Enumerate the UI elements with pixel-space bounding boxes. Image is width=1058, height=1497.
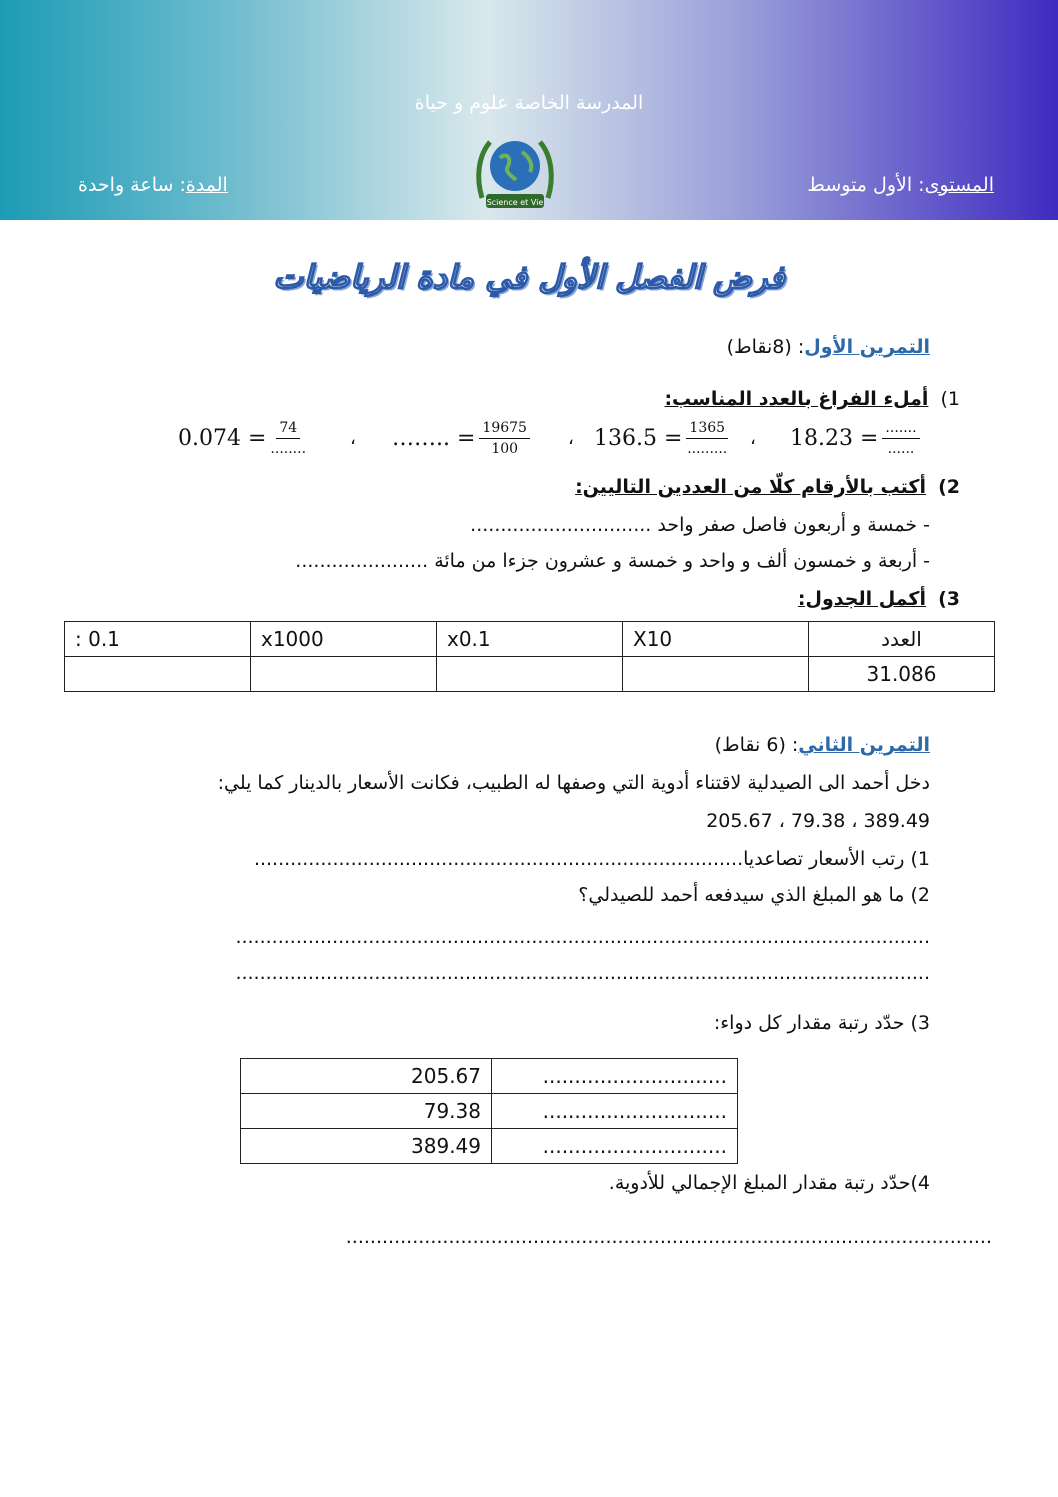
fraction-a-num: 74 bbox=[276, 420, 300, 439]
fraction-d-num[interactable]: ....... bbox=[882, 420, 919, 439]
answer-line-1[interactable]: ................................................................................................................... bbox=[235, 926, 930, 948]
table-cell: x0.1 bbox=[437, 622, 623, 657]
ex2-q2: 2) ما هو المبلغ الذي سيدفعه أحمد للصيدلي؟ bbox=[578, 884, 930, 906]
fraction-a bbox=[178, 420, 310, 457]
q2-number: 2) bbox=[938, 476, 960, 498]
level-label: المستوى bbox=[924, 174, 994, 196]
school-name: المدرسة الخاصة علوم و حياة bbox=[414, 92, 644, 114]
table-row bbox=[241, 1129, 738, 1164]
ex1-title: التمرين الأول bbox=[804, 336, 930, 358]
fraction-b bbox=[392, 420, 534, 457]
header-banner bbox=[0, 0, 1058, 220]
price-cell: 205.67 bbox=[241, 1059, 492, 1094]
laurel-right-icon bbox=[540, 142, 551, 198]
order-blank[interactable]: ............................. bbox=[492, 1059, 738, 1094]
answer-line-2[interactable]: ................................................................................................................... bbox=[235, 962, 930, 984]
q2-item-b[interactable]: - أربعة و خمسون ألف و واحد و خمسة و عشرون جزءا من مائة ...................... bbox=[295, 550, 930, 572]
fraction-a-lhs: 0.074 = bbox=[178, 426, 267, 451]
price-cell: 389.49 bbox=[241, 1129, 492, 1164]
fraction-c-den[interactable]: ......... bbox=[687, 441, 728, 457]
table-cell-blank[interactable] bbox=[437, 657, 623, 692]
duration-info bbox=[78, 174, 228, 196]
level-info bbox=[807, 174, 994, 196]
table-cell: 31.086 bbox=[809, 657, 995, 692]
fraction-c bbox=[594, 420, 732, 457]
order-blank[interactable]: ............................. bbox=[492, 1129, 738, 1164]
table-cell: X10 bbox=[623, 622, 809, 657]
table-cell-blank[interactable] bbox=[65, 657, 251, 692]
table-cell-blank[interactable] bbox=[251, 657, 437, 692]
table-row bbox=[241, 1094, 738, 1129]
fraction-a-den[interactable]: ........ bbox=[270, 441, 307, 457]
table-header-row bbox=[65, 622, 995, 657]
fraction-b-num: 19675 bbox=[479, 420, 530, 439]
price-cell: 79.38 bbox=[241, 1094, 492, 1129]
duration-value: : ساعة واحدة bbox=[78, 174, 186, 196]
q1-text: أملء الفراغ بالعدد المناسب: bbox=[664, 388, 929, 410]
fraction-d-lhs: 18.23 = bbox=[790, 426, 879, 451]
duration-label: المدة bbox=[185, 174, 228, 196]
table-cell: : 0.1 bbox=[65, 622, 251, 657]
ex2-q1[interactable]: 1) رتب الأسعار تصاعديا................................................................................. bbox=[253, 848, 930, 870]
q2-text: أكتب بالأرقام كلّا من العددين التاليين: bbox=[575, 476, 926, 498]
fraction-d-den[interactable]: ...... bbox=[887, 441, 915, 457]
table-row bbox=[241, 1059, 738, 1094]
fraction-b-den: 100 bbox=[491, 441, 519, 457]
ex1-points: : (8نقاط) bbox=[726, 336, 805, 358]
logo-text: Science et Vie bbox=[486, 198, 544, 207]
separator-2: ، bbox=[568, 428, 574, 449]
q3-number: 3) bbox=[938, 588, 960, 610]
table-cell-blank[interactable] bbox=[623, 657, 809, 692]
ex2-q4: 4)حدّد رتبة مقدار المبلغ الإجمالي للأدوية. bbox=[608, 1172, 930, 1194]
table-cell: العدد bbox=[809, 622, 995, 657]
q2-item-a[interactable]: - خمسة و أربعون فاصل صفر واحد .............................. bbox=[470, 514, 930, 536]
ex1-q2 bbox=[575, 476, 960, 498]
q1-number: 1) bbox=[940, 388, 960, 410]
order-table bbox=[240, 1058, 738, 1164]
ex2-points: : (6 نقاط) bbox=[714, 734, 799, 756]
q3-text: أكمل الجدول: bbox=[797, 588, 926, 610]
table-row bbox=[65, 657, 995, 692]
ex2-prices: 205.67 ، 79.38 ، 389.49 bbox=[706, 810, 930, 832]
ex2-title: التمرين الثاني bbox=[798, 734, 930, 756]
fraction-c-lhs: 136.5 = bbox=[594, 426, 683, 451]
table-cell: x1000 bbox=[251, 622, 437, 657]
separator-1: ، bbox=[350, 428, 356, 449]
separator-3: ، bbox=[750, 428, 756, 449]
order-blank[interactable]: ............................. bbox=[492, 1094, 738, 1129]
ex1-q3 bbox=[798, 588, 960, 610]
ex1-heading bbox=[727, 336, 930, 358]
ex1-q1 bbox=[664, 388, 960, 410]
level-value: : الأول متوسط bbox=[807, 174, 925, 196]
multiplication-table bbox=[64, 621, 995, 692]
ex2-heading bbox=[715, 734, 930, 756]
fraction-b-lhs[interactable]: …….. = bbox=[392, 426, 476, 451]
ex2-intro: دخل أحمد الى الصيدلية لاقتناء أدوية التي وصفها له الطبيب، فكانت الأسعار بالدينار كما يلي: bbox=[217, 772, 930, 794]
ex2-q3: 3) حدّد رتبة مقدار كل دواء: bbox=[713, 1012, 930, 1034]
laurel-left-icon bbox=[479, 142, 490, 198]
answer-line-3[interactable]: ........................................................................................................... bbox=[345, 1226, 992, 1248]
school-logo bbox=[472, 128, 558, 214]
page-title: فرض الفصل الأول في مادة الرياضيات bbox=[273, 258, 785, 296]
fraction-d bbox=[790, 420, 924, 457]
fraction-c-num: 1365 bbox=[686, 420, 728, 439]
